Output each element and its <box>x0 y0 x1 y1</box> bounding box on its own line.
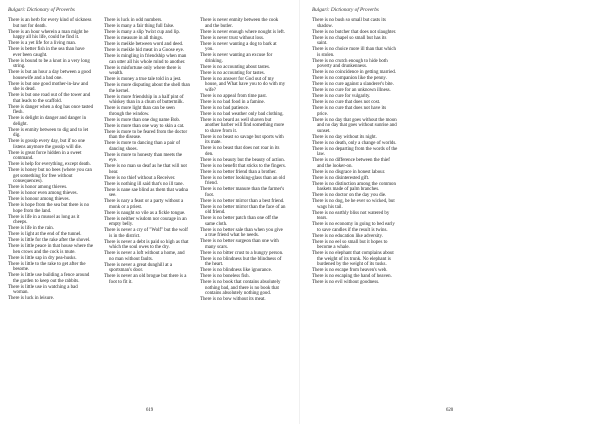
proverb-entry: There is no answer for God out of my house, and What have you to do with my wife? <box>200 76 286 93</box>
proverb-entry: There is no bush so small but casts its shadow. <box>312 18 386 29</box>
proverb-entry: There is enmity between to dig and to let dig. <box>8 127 89 138</box>
proverb-entry: There is no companion like the penny. <box>312 76 387 81</box>
proverb-entry: There is no better mirror than a best friend. <box>200 198 285 204</box>
proverb-entry: There is no disgrace in honest labour. <box>312 169 386 175</box>
proverb-entry: There is more friendship in a half pint of whiskey than in a churn of buttermilk. <box>104 94 184 105</box>
proverb-entry: There is more to honesty than meets the eye. <box>104 152 183 163</box>
proverb-entry: There is no butcher that does not slaughter. <box>312 29 397 35</box>
proverb-entry: There is no beard as well shaven but another barber will find something more to shave from it. <box>200 117 285 134</box>
proverb-entry: There is no blindness but the blindness of the heart. <box>200 256 282 267</box>
page-number: 619 <box>146 408 154 413</box>
proverb-entry: There is no economy in going to bed early to save candles if the result is twins. <box>312 222 395 233</box>
proverb-entry: There is an hour wherein a man might be happy all his life, could he find it. <box>8 29 89 40</box>
proverb-entry: There is no appeal from time past. <box>200 93 267 99</box>
proverb-entry: There is more than one way to skin a cat. <box>104 123 185 129</box>
proverb-entry: There is never a debt is paid so high as that which the soul owes to the dry. <box>104 239 189 250</box>
proverb-entry: There is no beauty but the beauty of action. <box>200 157 285 163</box>
proverb-entry: There is no escaping the hand of heaven. <box>312 274 392 279</box>
proverb-entry: There is more to be feared from the doctor than the disease. <box>104 129 188 140</box>
proverb-entry: There is no chapel so small but has its saint. <box>312 35 387 46</box>
proverb-entry: There is neither wisdom nor courage in an empty belly. <box>104 216 187 227</box>
proverb-entry: There is no cure for vulgarity. <box>312 94 371 99</box>
proverb-entry: There is no cure that does not cost. <box>312 100 381 105</box>
proverb-entry: There is an herb for every kind of sickness but not for death. <box>8 18 92 29</box>
running-head: Bulgari: Dictionary of Proverbs <box>8 7 75 13</box>
right-page <box>300 0 600 424</box>
proverb-entry: There is delight in danger and danger in delight. <box>8 116 87 127</box>
proverb-entry: There is naught so vile as a fickle tongue. <box>104 210 186 216</box>
proverb-entry: There is meikle between word and deed. <box>104 42 184 47</box>
proverb-entry: There is no cure against a slanderer's bite. <box>312 82 394 87</box>
proverb-entry: There is honor even among thieves. <box>8 191 78 196</box>
proverb-entry: There is no cure that does not have its price. <box>312 106 387 117</box>
proverb-entry: There is luck in leisure. <box>8 296 55 301</box>
proverb-entry: There is no blindness like ignorance. <box>200 268 272 273</box>
proverb-entry: There is honey but no bees (where you can get something for free without consequences). <box>8 168 92 184</box>
proverb-entry: There is no thief without a Receiver. <box>104 175 176 181</box>
proverb-entry: There is nothing ill said that's no ill tane. <box>104 181 184 187</box>
proverb-entry: There is no departing from the words of the law. <box>312 146 398 157</box>
column-2 <box>104 18 190 286</box>
proverb-entry: There is no crutch enough to hide both poverty and drunkenness. <box>312 58 388 69</box>
proverb-entry: There is no difference between the thief and the looker-on. <box>312 158 390 169</box>
proverb-entry: There is little sap in dry pea-husks. <box>8 255 77 261</box>
proverb-entry: There is better fish in the sea than have ever been caught. <box>8 47 85 58</box>
proverb-entry: There is never enmity between the cook and the butler. <box>200 18 279 29</box>
proverb-entry: There is danger when a dog has once tasted flesh. <box>8 104 94 115</box>
proverb-entry: There is light at the end of the tunnel. <box>8 232 82 237</box>
proverb-entry: There is no choice more ill than that which is stolen. <box>312 47 396 58</box>
running-head: Bulgari: Dictionary of Proverbs <box>312 7 379 13</box>
proverb-entry: There is little to the rake to get after the besome. <box>8 261 86 272</box>
proverb-entry: There is no day without its night. <box>312 134 377 140</box>
proverb-entry: There is no day that goes without the moon and no day that goes without sunrise and sunset. <box>312 117 397 134</box>
proverb-entry: There is no better manure than the farmer's foot. <box>200 187 285 198</box>
proverb-entry: There is no death, only a change of worlds. <box>312 140 397 146</box>
proverb-entry: There is no bad weather only bad clothing. <box>200 111 284 117</box>
proverb-entry: There is no benefit that sticks to the fingers. <box>200 163 286 169</box>
proverb-entry: There is many a slip 'twixt cup and lip. <box>104 30 180 35</box>
proverb-entry: There is never a great dunghill at a sportsman's door. <box>104 262 173 273</box>
proverb-entry: There is no beast that does not roar in its den. <box>200 146 280 157</box>
proverb-entry: There is no doctor on the day you die. <box>312 193 387 198</box>
proverb-entry: There is never enough where nought is left. <box>200 29 286 35</box>
proverb-entry: There is no better surgeon than one with many scars. <box>200 239 279 250</box>
proverb-entry: There is a yet life for a living man. <box>8 41 77 46</box>
proverb-entry: There is no beast so savage but sports with its mate. <box>200 134 284 145</box>
proverb-entry: There is little use in watching a bad woman. <box>8 284 78 295</box>
proverb-entry: There is never wanting an excuse for drinking. <box>200 53 273 64</box>
proverb-entry: There is many a fair thing full false. <box>104 24 175 29</box>
proverb-entry: There is little for the rake after the shovel. <box>8 238 91 243</box>
proverb-entry: There is no bad patience. <box>200 105 250 111</box>
proverb-entry: There is gossip every day, but if no one listens anymore the gossip will die. <box>8 139 85 150</box>
proverb-entry: There is more disputing about the shell than the kernel. <box>104 83 190 94</box>
proverb-entry: There is no bitter crust to a hungry person. <box>200 250 284 256</box>
proverb-entry: There is nane sae blind as them that wadna see. <box>104 187 188 198</box>
proverb-entry: There is no bow without its meat. <box>200 297 266 302</box>
column-1 <box>312 18 398 286</box>
proverb-entry: There is no man so deaf as he that will not hear. <box>104 164 187 175</box>
proverb-entry: There is little peace in that house where the hen crows and the cock is mute. <box>8 244 94 255</box>
proverb-entry: There is but one road out of the tower and that leads to the scaffold. <box>8 93 91 104</box>
proverb-entry: There is help for everything, except death. <box>8 162 91 167</box>
proverb-entry: There is but an hour a day between a good housewife and a bad one. <box>8 70 91 81</box>
proverb-entry: There is never an old brogue but there is a foot to fit it. <box>104 274 187 285</box>
proverb-entry: There is no education like adversity. <box>312 233 383 239</box>
proverb-entry: There is no earthly bliss not watered by tears. <box>312 210 390 221</box>
proverb-entry: There is no distinction among the common baskets made of palm branches. <box>312 181 396 192</box>
proverb-entry: There is nary a feast or a party without a monk or a priest. <box>104 199 184 210</box>
proverb-entry: There is mingling in friendship when man can utter all his whole mind to another. <box>104 54 187 65</box>
proverb-entry: There is bound to be a knot in a very long string. <box>8 58 90 69</box>
proverb-entry: There is no coincidence in getting married. <box>312 70 397 75</box>
proverb-entry: There is but one good mother-in-law and she is dead. <box>8 81 89 92</box>
proverb-entry: There is money a true tale told in a jest. <box>104 77 182 82</box>
proverb-entry: There is no accounting for tastes. <box>200 70 265 76</box>
proverb-entry: There is no better looking-glass than an old friend. <box>200 175 285 186</box>
page-number: 620 <box>446 408 454 413</box>
proverb-entry: There is measure in all things. <box>104 36 163 41</box>
proverb-entry: There is life in a mussel as long as it cheeps. <box>8 214 80 225</box>
proverb-entry: There is never trust without loss. <box>200 35 265 41</box>
proverb-entry: There is more than one dog name Bob. <box>104 117 181 123</box>
proverb-entry: There is luck in odd numbers. <box>104 18 163 23</box>
proverb-entry: There is meikle hid meat in a Goose eye. <box>104 48 184 53</box>
proverb-entry: There is no accounting about tastes. <box>200 64 271 70</box>
proverb-entry: There is never a cry of "Wolf" but the wolf is in the district. <box>104 228 188 239</box>
column-3 <box>200 18 286 303</box>
proverb-entry: There is little use building a fence around the garden to keep out the rabbits. <box>8 273 90 284</box>
proverb-entry: There is no better friend than a brother. <box>200 169 277 175</box>
proverb-entry: There is no book that contains absolutely nothing bad, and there is no book that contains absolutely nothing good. <box>200 280 281 296</box>
proverb-entry: There is no boneless fish. <box>200 274 250 279</box>
proverb-entry: There is hope from the sea but there is no hope from the land. <box>8 203 90 214</box>
proverb-entry: There is no escape from heaven's web. <box>312 268 388 273</box>
proverb-entry: There is no better mirror than the face of an old friend. <box>200 204 286 215</box>
proverb-entry: There is no disinterested gift. <box>312 175 370 181</box>
proverb-entry: There is great force hidden in a sweet command. <box>8 150 82 161</box>
proverb-entry: There is honour among thieves. <box>8 197 70 202</box>
proverb-entry: There is never a loft without a home, and no man without faults. <box>104 251 185 262</box>
proverb-entry: There is life in the rain. <box>8 226 54 231</box>
proverb-entry: There is more light than can be seen through the window. <box>104 106 175 117</box>
proverb-entry: There is no dog, be he ever so wicked, but wags his tail. <box>312 199 395 210</box>
proverb-entry: There is no better sale than when you give a true friend what he needs. <box>200 227 283 238</box>
proverb-entry: There is no eel so small but it hopes to become a whale. <box>312 239 388 250</box>
proverb-entry: There is no bad food in a famine. <box>200 99 265 105</box>
proverb-entry: There is no evil without goodness. <box>312 280 380 285</box>
proverb-entry: There is misfortune only where there is wealth. <box>104 65 181 76</box>
proverb-entry: There is no elephant that complains about the weight of its trunk. No elephant is burdened by the weight of its tusks. <box>312 251 394 267</box>
column-1 <box>8 18 94 302</box>
proverb-entry: There is no cure for an unknown illness. <box>312 88 391 93</box>
proverb-entry: There is never wanting a dog to bark at you. <box>200 41 277 52</box>
proverb-entry: There is honor among thieves. <box>8 185 68 190</box>
proverb-entry: There is more to dancing than a pair of dancing shoes. <box>104 141 181 152</box>
proverb-entry: There is no better patch than one off the same cloth. <box>200 216 279 227</box>
